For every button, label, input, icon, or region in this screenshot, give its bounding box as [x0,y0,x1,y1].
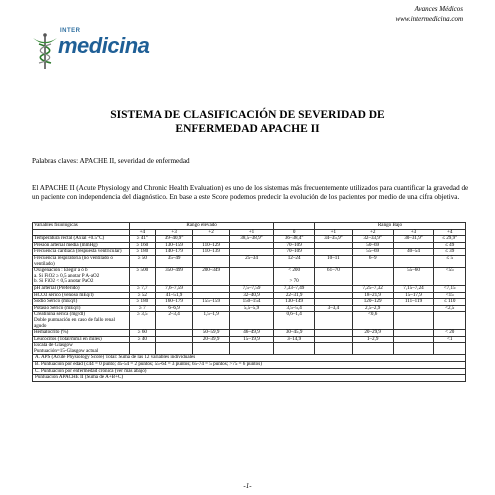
range-cell: 50–59,9 [193,330,229,337]
range-cell: <1 [434,336,466,343]
range-cell: 50–69 [352,242,393,249]
range-cell: 2,5–2,9 [352,305,393,312]
range-cell [155,330,193,337]
variable-label: Presión arterial media (mmHg) [33,242,130,249]
range-cell: 3,5–5,4 [274,305,315,312]
range-cell: ≥ 500 [130,268,156,286]
range-cell: ≤ 5 [434,255,466,267]
footer-text: Puntuación APACHE II (Suma de A+B+C) [33,375,466,382]
range-cell: ≥ 50 [130,255,156,267]
range-cell [352,268,393,286]
score-cell: 0 [274,229,315,236]
caduceus-icon [30,32,60,70]
range-cell: <2,5 [434,305,466,312]
range-cell [393,255,434,267]
variable-label: pH arterial (Preferido) [33,285,130,292]
range-cell [393,312,434,330]
score-cell: +2 [352,229,393,236]
range-cell: 70–109 [274,249,315,256]
range-cell [193,255,229,267]
range-cell: 70–109 [274,242,315,249]
range-cell: 22–31,9 [274,292,315,299]
range-cell: 6–9 [352,255,393,267]
range-cell: 5,5–5,9 [229,305,273,312]
table-row [33,305,466,312]
range-cell: 200–349 [193,268,229,286]
range-cell: ≥ 60 [130,330,156,337]
variable-label: Leucocitos (Total/mm3 en miles) [33,336,130,343]
range-cell: 120–129 [352,299,393,306]
range-cell: 111–119 [393,299,434,306]
range-cell: 7,5–7,59 [229,285,273,292]
range-cell [229,242,273,249]
range-cell: ≥ 160 [130,242,156,249]
range-cell: 150–154 [229,299,273,306]
range-cell: 7,15–7,24 [393,285,434,292]
range-cell [352,343,393,355]
range-cell: ≤ 29,9° [434,236,466,243]
apache-table [32,222,466,382]
header-url: www.intermedicina.com [395,15,463,23]
range-cell: 0,6–1,4 [274,312,315,330]
header-journal: Avances Médicos [414,5,463,13]
range-cell: ≥ 41° [130,236,156,243]
range-cell [315,330,353,337]
range-cell: 110–129 [193,242,229,249]
range-cell [393,305,434,312]
range-cell: 20–29,9 [352,330,393,337]
table-row [33,255,466,267]
variable-label: Escala de Glasgow Puntuación=15-Glasgow actual [33,343,130,355]
range-cell: ≥ 7,7 [130,285,156,292]
table-footer-row [33,375,466,382]
range-cell: 2–3,4 [155,312,193,330]
range-cell: <7,15 [434,285,466,292]
range-cell: 40–54 [393,249,434,256]
range-cell: ≥ 7 [130,305,156,312]
range-cell: 130–159 [155,242,193,249]
page-number: -1- [243,482,252,490]
range-cell: 350–499 [155,268,193,286]
range-cell: 39–40,9° [155,236,193,243]
footer-text: B. Puntuación por edad (≤44 = 0 punto; 45-54 = 2 puntos; 55-64 = 3 puntos; 65-74 = 5 puntos; >75 = 6 puntos) [33,362,466,369]
range-cell: 32–33,9° [352,236,393,243]
range-cell [155,336,193,343]
range-cell: 32–40,9 [229,292,273,299]
range-cell: 20–39,9 [193,336,229,343]
range-cell: 18–21,9 [352,292,393,299]
page-header [395,4,463,24]
header-cell: Variables fisiológicas [33,223,130,230]
logo-medicina-text: medicina [58,33,150,58]
range-cell: 160–179 [155,299,193,306]
header-cell: Rango elevado [130,223,274,230]
range-cell [393,330,434,337]
score-cell: +3 [155,229,193,236]
range-cell: 55–69 [352,249,393,256]
range-cell: 61–70 [315,268,353,286]
range-cell [393,343,434,355]
apache-table-body [33,223,466,382]
score-cell: +4 [130,229,156,236]
range-cell: 41–51,9 [155,292,193,299]
range-cell: ≥ 180 [130,299,156,306]
range-cell [315,336,353,343]
range-cell [229,343,273,355]
range-cell [315,292,353,299]
intermedicina-logo [24,28,150,74]
range-cell: ≥ 52 [130,292,156,299]
range-cell [274,343,315,355]
variable-label: Frecuencia respiratoria (no ventilado o ventilado) [33,255,130,267]
range-cell: <0,6 [352,312,393,330]
range-cell [193,285,229,292]
range-cell [193,343,229,355]
variable-label: Frecuencia cardiaca (respuesta ventricular) [33,249,130,256]
range-cell: 110–139 [193,249,229,256]
range-cell: 46–49,9 [229,330,273,337]
range-cell: 10–11 [315,255,353,267]
intro-paragraph: El APACHE II (Acute Physiology and Chronic Health Evaluation) es uno de los sistemas más frecuentemente utilizados para cuantificar la gravedad de un paciente con independencia del diagnóstico. En base a este Score podemos predecir la evolución de los pacientes por medio de una cifra objetiva. [32,184,469,202]
range-cell: 7,33–7,49 [274,285,315,292]
score-cell: +4 [434,229,466,236]
range-cell: 6–6,9 [155,305,193,312]
variable-label: Temperatura rectal (Axial +0.5°C) [33,236,130,243]
range-cell: ≤ 39 [434,249,466,256]
range-cell: <15 [434,292,466,299]
range-cell: 35–49 [155,255,193,267]
range-cell: 140–179 [155,249,193,256]
title-line-1: SISTEMA DE CLASIFICACIÓN DE SEVERIDAD DE [110,109,385,121]
table-row [33,336,466,343]
range-cell: 30–31,9° [393,236,434,243]
range-cell: 36–38,4° [274,236,315,243]
range-cell [393,336,434,343]
score-cell: +3 [393,229,434,236]
range-cell: ≥ 40 [130,336,156,343]
range-cell: 30–45,9 [274,330,315,337]
range-cell [315,242,353,249]
score-cell: +1 [229,229,273,236]
range-cell: 38,5–38,9° [229,236,273,243]
range-cell: 15–19,9 [229,336,273,343]
variable-label: Sodio Sérico (mEq/l) [33,299,130,306]
range-cell: < 20 [434,330,466,337]
range-cell: 1,5–1,9 [193,312,229,330]
header-cell: Rango Bajo [315,223,466,230]
variable-label: Potasio Sérico (mEq/l) [33,305,130,312]
range-cell: < 200 > 70 [274,268,315,286]
range-cell [434,312,466,330]
table-row [33,268,466,286]
range-cell: ≤ 49 [434,242,466,249]
keywords: Palabras claves: APACHE II, severidad de enfermedad [32,157,190,165]
document-title [0,108,495,136]
title-line-2: ENFERMEDAD APACHE II [175,123,320,135]
variable-label: Creatinina sérica (mg/dl) Doble puntuación en caso de fallo renal agudo [33,312,130,330]
score-cell: +2 [193,229,229,236]
range-cell: 130–149 [274,299,315,306]
footer-text: A. APS (Acute Physiology Score) Total: Suma de las 12 variables individuales [33,355,466,362]
range-cell: ≥ 3,5 [130,312,156,330]
score-cell: +1 [315,229,353,236]
range-cell: 155–159 [193,299,229,306]
footer-text: C. Puntuación por enfermedad crónica (ver más abajo) [33,368,466,375]
range-cell: 25–34 [229,255,273,267]
range-cell: 7,6–7,59 [155,285,193,292]
range-cell: 1–2,9 [352,336,393,343]
range-cell [229,312,273,330]
range-cell [315,343,353,355]
variable-label: HCO3 sérico (venoso mEq/l) [33,292,130,299]
range-cell: 34–35,9° [315,236,353,243]
range-cell: ≤ 110 [434,299,466,306]
range-cell: 3–14,9 [274,336,315,343]
range-cell: 12–24 [274,255,315,267]
range-cell [229,268,273,286]
range-cell: 55–60 [393,268,434,286]
variable-label: Oxigenación : Elegir a ó b a. Si FiO2 ≥ 0,5 anotar P A-aO2 b. Si FiO2 < 0,5 anotar PaO2 [33,268,130,286]
range-cell [434,343,466,355]
range-cell: 7,25–7,32 [352,285,393,292]
range-cell: 3–3,4 [315,305,353,312]
range-cell [315,285,353,292]
table-row [33,312,466,330]
range-cell: <55 [434,268,466,286]
variable-label: Hematocrito (%) [33,330,130,337]
logo-inter-text: INTER [60,28,81,34]
range-cell: ≥ 180 [130,249,156,256]
range-cell: 15–17,9 [393,292,434,299]
range-cell [315,312,353,330]
